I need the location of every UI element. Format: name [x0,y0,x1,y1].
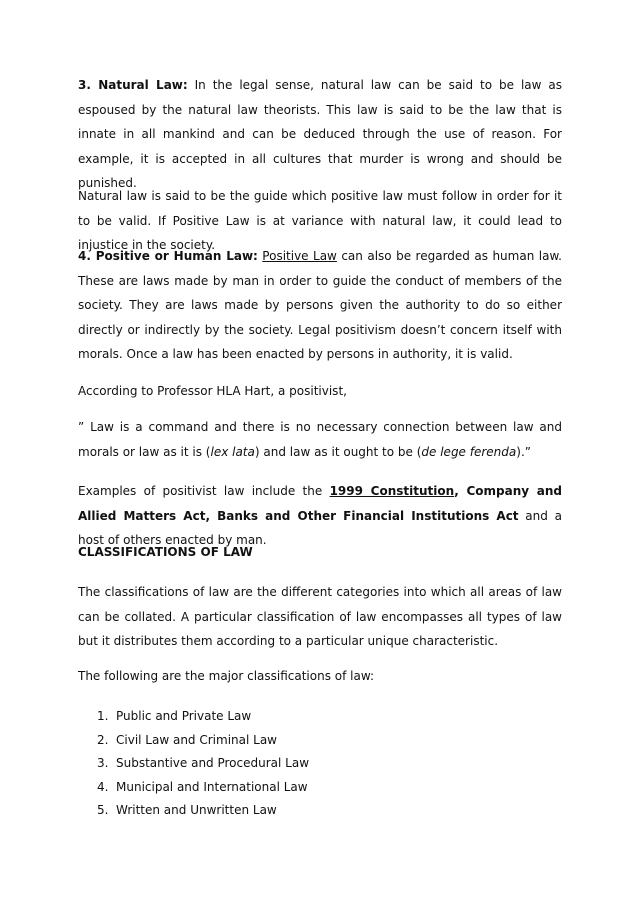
positive-law-paragraph [78,244,562,367]
quote-close: ).” [516,444,531,459]
quote-open: ” Law is a command and there is no necessary connection between law and morals or law as it is ( [78,420,562,459]
natural-law-guide-paragraph: Natural law is said to be the guide which positive law must follow in order for it to be valid. If Positive Law is at variance with natural law, it could lead to injustice in the society. [78,189,562,252]
constitution-link[interactable]: 1999 Constitution [329,484,455,498]
positive-law-text: can also be regarded as human law. These are laws made by man in order to guide the conduct of members of the society. They are laws made by persons given the authority to do so either directly or indirectly by the society. Legal positivism doesn’t concern itself with morals. Once a law has been enacted by persons in authority, it is valid. [78,249,562,361]
classifications-list-intro: The following are the major classifications of law: [78,669,375,683]
list-item [97,705,309,729]
list-item-label: Municipal and International Law [116,779,308,794]
examples-prefix: Examples of positivist law include the [78,484,330,498]
list-item-label: Civil Law and Criminal Law [116,732,277,747]
hart-intro-paragraph: According to Professor HLA Hart, a positivist, [78,384,347,398]
examples-acts: , Company and Allied Matters Act, Banks and Other Financial Institutions Act [78,484,562,523]
classifications-heading: CLASSIFICATIONS OF LAW [78,545,253,559]
list-item-number: 2. [97,732,109,747]
classifications-list [97,705,309,823]
natural-law-paragraph [78,73,562,196]
list-item-label: Substantive and Procedural Law [116,756,310,771]
list-item-number: 3. [97,756,109,771]
natural-law-heading: 3. Natural Law: [78,78,188,92]
hart-quote-paragraph [78,415,562,464]
list-item [97,752,309,776]
list-item-number: 4. [97,779,109,794]
quote-latin-de-lege-ferenda: de lege ferenda [421,444,517,459]
positive-law-link[interactable]: Positive Law [262,249,337,263]
list-item [97,776,309,800]
classifications-paragraph: The classifications of law are the different categories into which all areas of law can be collated. A particular classification of law encompasses all types of law but it distributes them according to a particular unique characteristic. [78,585,562,648]
list-item [97,799,309,823]
list-item-label: Public and Private Law [116,709,252,723]
list-item-number: 1. [97,709,109,723]
positive-law-heading: 4. Positive or Human Law: [78,249,258,263]
list-item-label: Written and Unwritten Law [116,803,277,818]
quote-latin-lex-lata: lex lata [210,444,255,459]
examples-suffix: and a host of others enacted by man. [78,508,562,547]
list-item [97,729,309,753]
natural-law-text: In the legal sense, natural law can be said to be law as espoused by the natural law theorists. This law is said to be the law that is innate in all mankind and can be deduced through the use of reason. For example, it is accepted in all cultures that murder is wrong and should be punished. [78,78,563,190]
quote-mid: ) and law as it ought to be ( [254,444,422,459]
list-item-number: 5. [97,803,109,818]
